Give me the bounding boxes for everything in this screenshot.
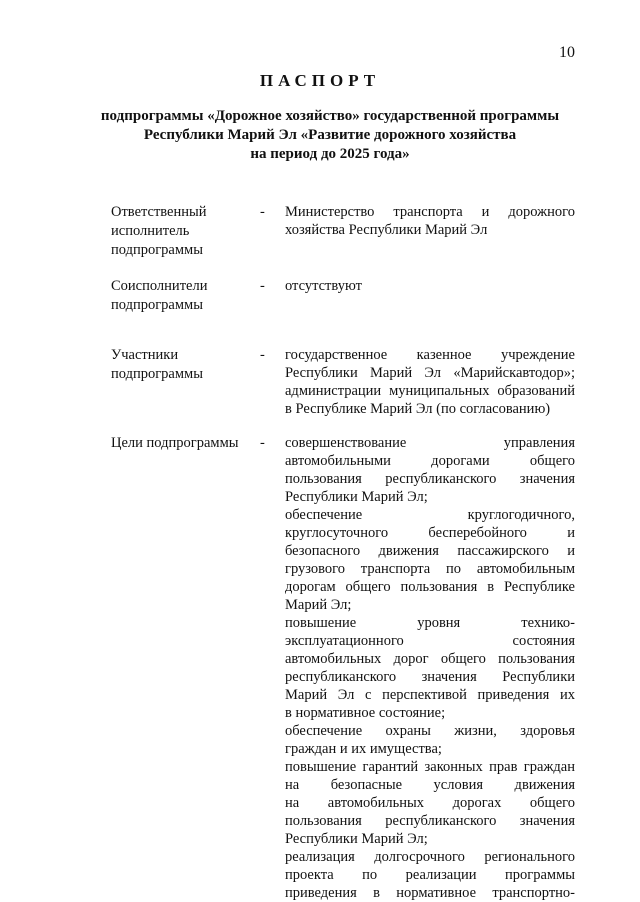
- value-line: на безопасные условия движения: [285, 777, 575, 793]
- row-value: [285, 203, 575, 239]
- value-line: Республики Марий Эл «Марийскавтодор»;: [285, 365, 575, 381]
- value-line: круглосуточного бесперебойного и: [285, 525, 575, 541]
- value-line: обеспечение охраны жизни, здоровья: [285, 723, 575, 739]
- label-line: подпрограммы: [111, 297, 203, 313]
- value-line: граждан и их имущества;: [285, 741, 442, 757]
- row-label: [111, 346, 251, 384]
- value-line: Республики Марий Эл;: [285, 489, 428, 505]
- value-line: реализация долгосрочного регионального: [285, 849, 575, 865]
- label-line: Участники: [111, 347, 179, 363]
- document-title: ПАСПОРТ: [259, 71, 381, 90]
- passport-row-goals: [0, 434, 640, 902]
- row-label: [111, 434, 251, 453]
- value-line: пользования республиканского значения: [285, 471, 575, 487]
- label-line: подпрограммы: [111, 366, 203, 382]
- passport-row-coexecutors: [0, 277, 640, 313]
- value-line: отсутствуют: [285, 278, 362, 294]
- value-line: администрации муниципальных образований: [285, 383, 575, 399]
- row-value: [285, 277, 575, 295]
- value-line: повышение уровня технико-: [285, 615, 575, 631]
- value-line: безопасного движения пассажирского и: [285, 543, 575, 559]
- value-line: повышение гарантий законных прав граждан: [285, 759, 575, 775]
- row-value: [285, 434, 575, 902]
- value-line: республиканского значения Республики: [285, 669, 575, 685]
- value-line: грузового транспорта по автомобильным: [285, 561, 575, 577]
- value-line: государственное казенное учреждение: [285, 347, 575, 363]
- row-dash: -: [260, 278, 265, 294]
- value-line: эксплуатационного состояния: [285, 633, 575, 649]
- value-line: Марий Эл с перспективой приведения их: [285, 687, 575, 703]
- label-line: исполнитель: [111, 223, 190, 239]
- passport-row-participants: [0, 346, 640, 418]
- subtitle-line: Республики Марий Эл «Развитие дорожного хозяйства: [143, 127, 517, 143]
- label-line: Цели подпрограммы: [111, 435, 239, 451]
- passport-row-responsible: [0, 203, 640, 258]
- value-line: пользования республиканского значения: [285, 813, 575, 829]
- value-line: Марий Эл;: [285, 597, 352, 613]
- value-line: автомобильными дорогами общего: [285, 453, 575, 469]
- value-line: приведения в нормативное транспортно-: [285, 885, 575, 901]
- row-label: [111, 203, 251, 260]
- passport-table: [0, 203, 640, 902]
- row-label: [111, 277, 251, 315]
- page-number: 10: [559, 44, 575, 61]
- label-line: Соисполнители: [111, 278, 208, 294]
- value-line: обеспечение круглогодичного,: [285, 507, 575, 523]
- value-line: автомобильных дорог общего пользования: [285, 651, 575, 667]
- row-dash: -: [260, 204, 265, 220]
- value-line: хозяйства Республики Марий Эл: [285, 222, 488, 238]
- value-line: на автомобильных дорогах общего: [285, 795, 575, 811]
- value-line: совершенствование управления: [285, 435, 575, 451]
- value-line: проекта по реализации программы: [285, 867, 575, 883]
- row-dash: -: [260, 347, 265, 363]
- row-dash: -: [260, 435, 265, 451]
- value-line: Министерство транспорта и дорожного: [285, 204, 575, 220]
- row-value: [285, 346, 575, 418]
- value-line: в Республике Марий Эл (по согласованию): [285, 401, 551, 417]
- value-line: дорогам общего пользования в Республике: [285, 579, 575, 595]
- value-line: в нормативное состояние;: [285, 705, 446, 721]
- subtitle-line: подпрограммы «Дорожное хозяйство» государственной программы: [100, 108, 560, 124]
- subtitle-line: на период до 2025 года»: [250, 146, 410, 162]
- document-subtitle: [80, 107, 580, 164]
- label-line: подпрограммы: [111, 242, 203, 258]
- label-line: Ответственный: [111, 204, 207, 220]
- value-line: Республики Марий Эл;: [285, 831, 428, 847]
